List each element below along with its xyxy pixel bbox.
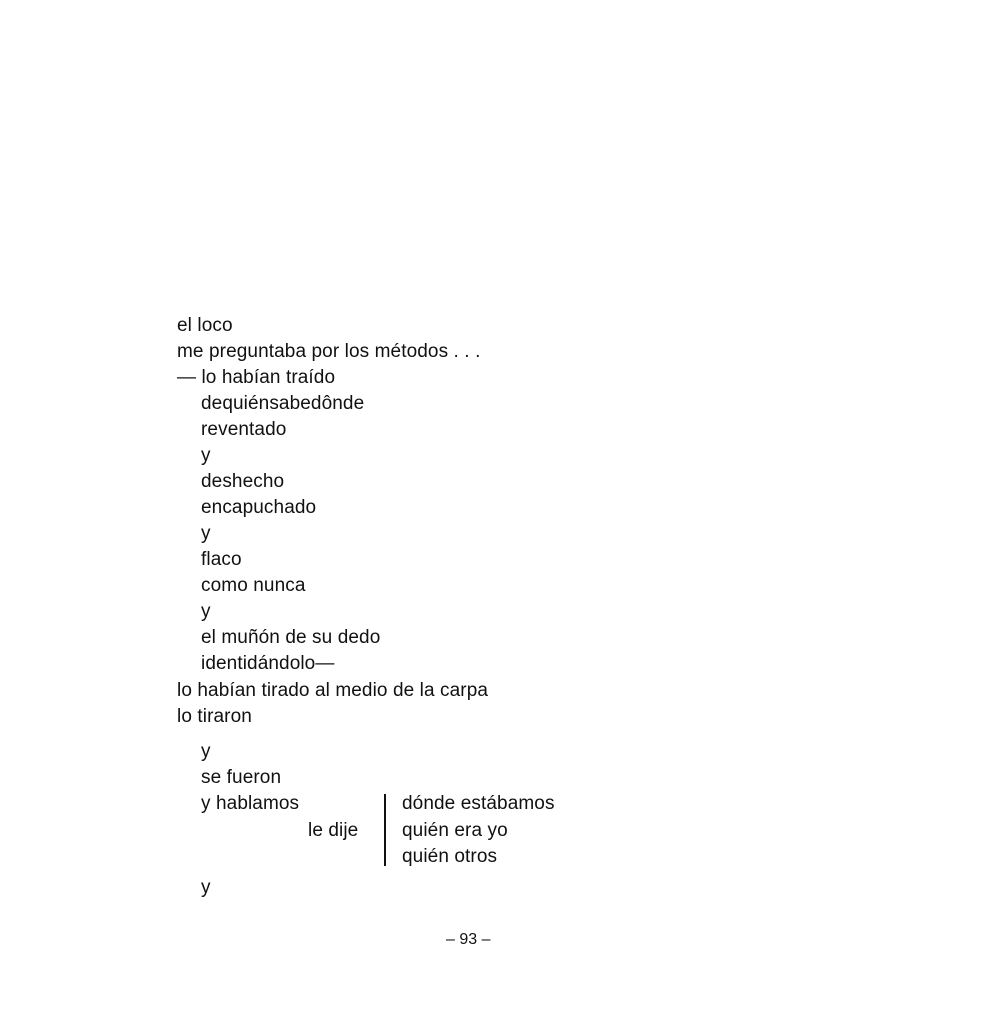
poem-line: y bbox=[201, 523, 211, 544]
poem-line: quién era yo bbox=[402, 820, 508, 841]
poem-line: y bbox=[201, 601, 211, 622]
bracket-divider bbox=[384, 794, 386, 866]
poem-line: y bbox=[201, 877, 211, 898]
page-number: – 93 – bbox=[446, 931, 491, 948]
poem-line: flaco bbox=[201, 549, 242, 570]
poem-line: el loco bbox=[177, 315, 233, 336]
poem-line: reventado bbox=[201, 419, 287, 440]
poem-line: me preguntaba por los métodos . . . bbox=[177, 341, 481, 362]
poem-line: se fueron bbox=[201, 767, 282, 788]
poem-line: lo tiraron bbox=[177, 706, 252, 727]
poem-line: y bbox=[201, 445, 211, 466]
poem-line: y bbox=[201, 741, 211, 762]
poem-line: dequiénsabedônde bbox=[201, 393, 365, 414]
poem-line: quién otros bbox=[402, 846, 498, 867]
poem-line: — lo habían traído bbox=[177, 367, 336, 388]
poem-line: el muñón de su dedo bbox=[201, 627, 381, 648]
poem-line: dónde estábamos bbox=[402, 793, 555, 814]
poem-line: deshecho bbox=[201, 471, 285, 492]
poem-line: lo habían tirado al medio de la carpa bbox=[177, 680, 489, 701]
poem-line: encapuchado bbox=[201, 497, 317, 518]
poem-line: y hablamos bbox=[201, 793, 300, 814]
poem-line: le dije bbox=[308, 820, 359, 841]
poem-line: identidándolo— bbox=[201, 653, 335, 674]
poem-line: como nunca bbox=[201, 575, 306, 596]
